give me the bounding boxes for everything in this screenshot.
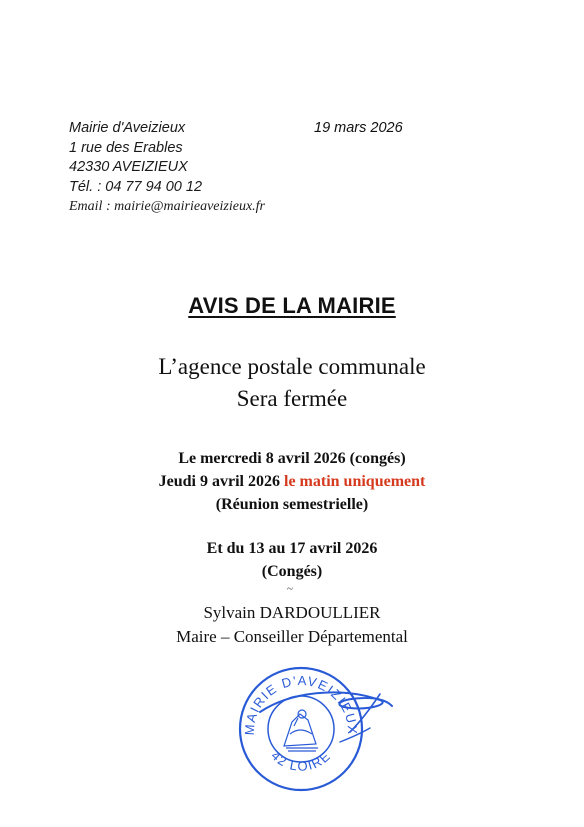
closure-line-4: Et du 13 au 17 avril 2026	[206, 540, 378, 557]
letter-date: 19 mars 2026	[314, 120, 403, 136]
subtitle-line-1: L’agence postale communale	[158, 354, 426, 379]
subtitle-line-2: Sera fermée	[236, 386, 348, 411]
stray-mark: ~	[287, 583, 293, 595]
closure-line-5: (Congés)	[261, 563, 323, 580]
stamp-top-text: MAIRIE D'AVEIZIEUX	[241, 672, 361, 736]
sender-email: Email : mairie@mairieaveizieux.fr	[69, 199, 266, 214]
sender-address-block	[69, 119, 265, 217]
signatory-name: Sylvain DARDOULLIER	[203, 603, 381, 622]
stamp-bottom-text: 42 LOIRE	[268, 747, 334, 774]
page-title	[0, 292, 584, 320]
sender-name: Mairie d'Aveizieux	[69, 120, 186, 136]
closure-line-1: Le mercredi 8 avril 2026 (congés)	[178, 450, 406, 467]
sender-city: 42330 AVEIZIEUX	[69, 159, 188, 175]
closure-line-3: (Réunion semestrielle)	[215, 496, 369, 513]
closure-line-2-highlight: le matin uniquement	[284, 473, 426, 490]
sender-phone: Tél. : 04 77 94 00 12	[69, 178, 203, 195]
closure-line-2	[0, 471, 584, 493]
signatory-role: Maire – Conseiller Départemental	[176, 627, 408, 646]
page-title-text: AVIS DE LA MAIRIE	[188, 293, 396, 318]
closure-line-2-date: Jeudi 9 avril 2026	[158, 473, 280, 490]
sender-street: 1 rue des Erables	[69, 139, 183, 156]
handwritten-signature	[220, 672, 400, 752]
